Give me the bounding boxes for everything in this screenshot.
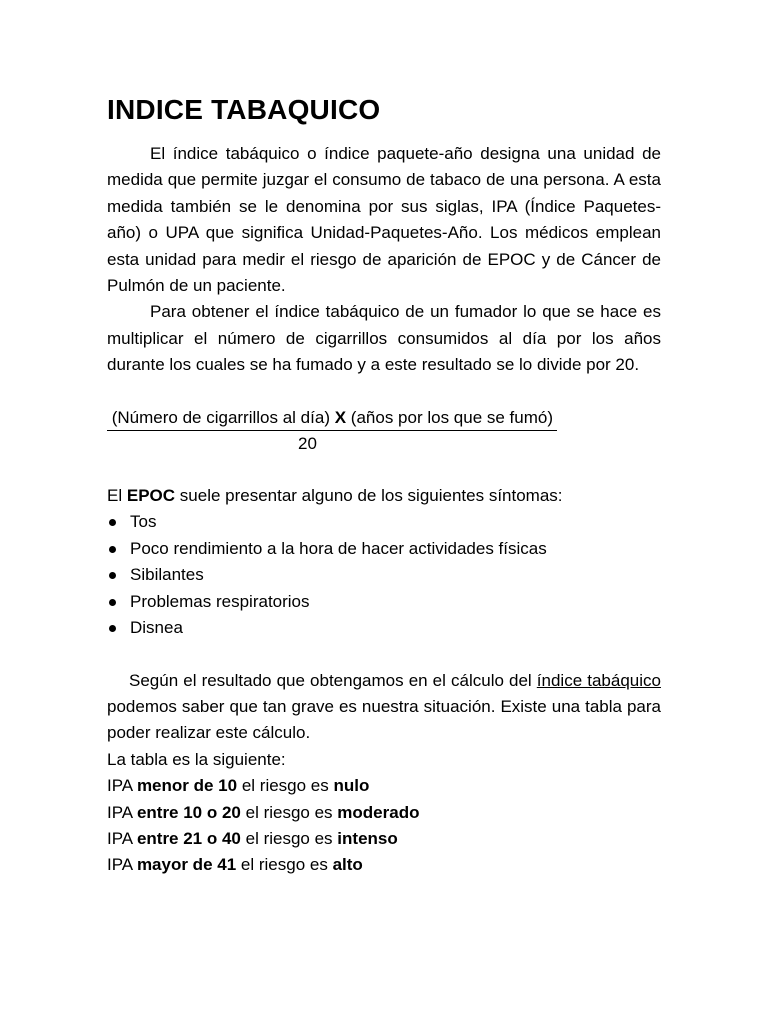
symptoms-term: EPOC [126, 486, 176, 506]
risk-level: alto [332, 855, 363, 875]
risk-mid: el riesgo es [240, 855, 328, 875]
indice-tabaquico-link[interactable]: índice tabáquico [536, 670, 661, 690]
formula-left: (Número de cigarrillos al día) [111, 407, 330, 427]
risk-row [107, 826, 661, 852]
document-body [107, 141, 661, 879]
risk-mid: el riesgo es [245, 828, 333, 848]
table-intro: La tabla es la siguiente: [107, 749, 286, 769]
symptoms-intro [107, 483, 661, 509]
formula-operator: X [334, 407, 347, 427]
risk-prefix: IPA [107, 828, 133, 848]
risk-mid: el riesgo es [245, 802, 333, 822]
result-paragraph [107, 668, 661, 747]
symptoms-prefix: El [107, 486, 123, 506]
risk-row [107, 800, 661, 826]
symptom-item: Disnea [107, 615, 661, 641]
spacer [107, 642, 661, 668]
symptom-item: Poco rendimiento a la hora de hacer actividades físicas [107, 536, 661, 562]
risk-level: intenso [337, 828, 398, 848]
risk-range: entre 21 o 40 [136, 828, 241, 848]
formula-right: (años por los que se fumó) [350, 407, 554, 427]
risk-level: moderado [337, 802, 420, 822]
risk-prefix: IPA [107, 802, 133, 822]
risk-row [107, 773, 661, 799]
symptom-item: Sibilantes [107, 562, 661, 588]
risk-prefix: IPA [107, 776, 133, 796]
intro-paragraph-2: Para obtener el índice tabáquico de un fumador lo que se hace es multiplicar el número de cigarrillos consumidos al día por los años durante los cuales se ha fumado y a este resultado se lo divide por 20. [107, 302, 661, 375]
document-title: INDICE TABAQUICO [107, 94, 381, 125]
formula-numerator [107, 405, 661, 431]
risk-range: menor de 10 [136, 776, 238, 796]
risk-prefix: IPA [107, 855, 133, 875]
symptom-item: Tos [107, 509, 661, 535]
symptom-item: Problemas respiratorios [107, 589, 661, 615]
result-end: podemos saber que tan grave es nuestra situación. Existe una tabla para poder realizar este cálculo. [107, 696, 661, 743]
symptoms-suffix: suele presentar alguno de los siguientes síntomas: [179, 486, 563, 506]
formula-denominator: 20 [298, 434, 317, 454]
result-start: Según el resultado que obtengamos en el cálculo del [129, 670, 532, 690]
risk-range: mayor de 41 [136, 855, 237, 875]
risk-mid: el riesgo es [241, 776, 329, 796]
symptoms-list [107, 509, 661, 641]
intro-paragraph-1: El índice tabáquico o índice paquete-año designa una unidad de medida que permite juzgar el consumo de tabaco de una persona. A esta medida también se le denomina por sus siglas, IPA (Índice Paquetes-año) o UPA que significa Unidad-Paquetes-Año. Los médicos emplean esta unidad para medir el riesgo de aparición de EPOC y de Cáncer de Pulmón de un paciente. [107, 144, 661, 296]
formula [107, 405, 661, 457]
risk-row [107, 852, 661, 878]
formula-numerator-line [107, 406, 557, 431]
risk-table [107, 773, 661, 879]
risk-range: entre 10 o 20 [136, 802, 241, 822]
risk-level: nulo [333, 776, 370, 796]
spacer [107, 457, 661, 483]
